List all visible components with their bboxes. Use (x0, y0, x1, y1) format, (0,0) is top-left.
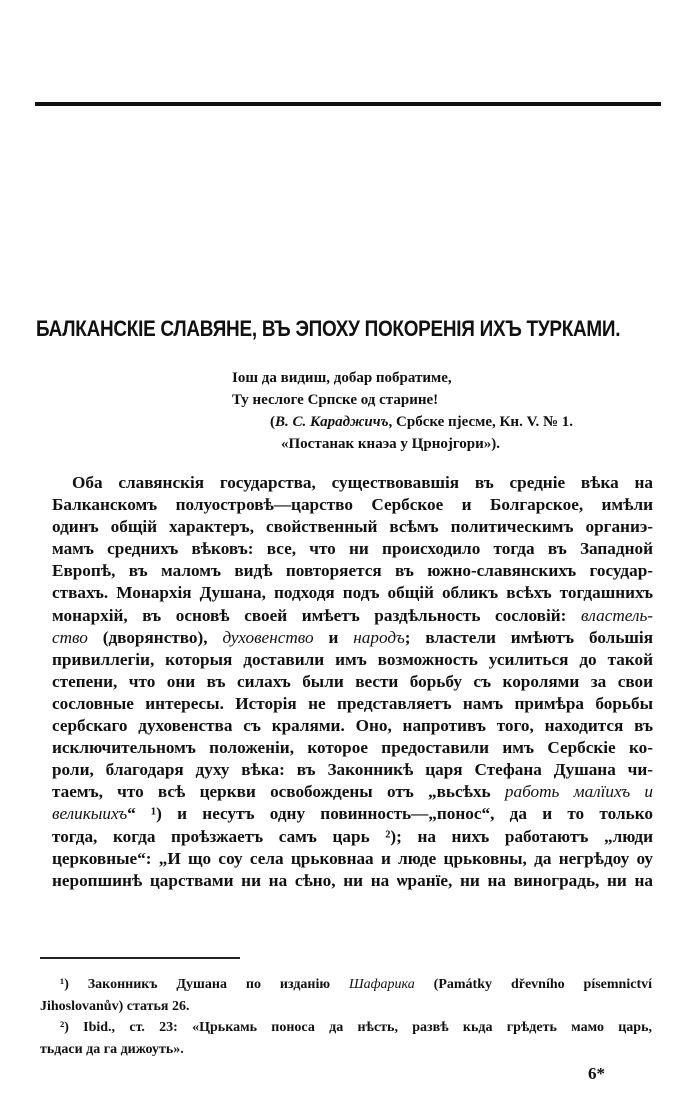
italic-text: Шафарика (349, 977, 415, 992)
footnote-1-cont: Jihoslovanův) статья 26. (40, 998, 190, 1014)
body-line: мамъ среднихъ вѣковъ: все, что ни происходило тогда въ Западной (52, 539, 653, 559)
italic-text: ство (52, 627, 88, 647)
footnote-1 (40, 974, 652, 996)
text: таемъ, что всѣ церкви освобождены отъ „вьсѣхь (52, 782, 505, 802)
body-line: сословные интересы. Исторія не представляетъ намъ примѣра борьбы (52, 693, 653, 713)
body-line (52, 605, 653, 627)
footnote-2: ²) Ibid., ст. 23: «Црькамь поноса да нѣсть, развѣ кьда грѣдеть мамо царь, (60, 1020, 652, 1035)
epigraph-source-line-2: «Постанак кнаэа у Црнојгори»). (281, 436, 500, 452)
body-line: Оба славянскія государства, существовавшія въ средніе вѣка на (72, 473, 653, 492)
body-line: степени, что они въ силахъ были вести борьбу съ королями за свои (52, 671, 653, 691)
body-line (52, 803, 653, 825)
body-line: Европѣ, въ маломъ видѣ повторяется въ южно-славянскихъ государ- (52, 561, 653, 581)
page-number: 6* (588, 1064, 605, 1083)
body-line (52, 781, 653, 803)
body-line: неропшинѣ царствами ни на сѣно, ни на ѡранїе, ни на виноградь, ни на (52, 870, 653, 890)
italic-text: властель- (580, 605, 653, 625)
text: (дворянство), (87, 627, 223, 647)
epigraph-source (270, 414, 573, 431)
text: ¹) Законникъ Душана по изданію (60, 977, 349, 992)
source-rest: , Србске пјесме, Кн. V. № 1. (388, 414, 574, 430)
text: ; властели имѣютъ большія (404, 627, 653, 647)
body-line: церковные“: „И що соу села црьковнаа и люде црьковны, да негрѣдоу оу (52, 848, 653, 868)
body-line: ствахъ. Монархія Душана, подходя подъ общій обликъ всѣхъ тогдашнихъ (52, 583, 653, 603)
italic-text: работь малїихъ и (504, 782, 653, 802)
body-line: одинъ общій характеръ, свойственный всѣмъ политическимъ органиэ- (52, 517, 653, 537)
body-line: исключительномъ положеніи, которое предоставили имъ Сербскіе ко- (52, 738, 653, 758)
footnotes (40, 974, 652, 1060)
epigraph-line-1: Іош да видиш, добар побратиме, (232, 370, 452, 386)
text: (Památky dřevního písemnictví (414, 977, 652, 992)
body-line: Балканскомъ полуостровѣ—царство Сербское и Болгарское, имѣли (52, 495, 653, 515)
body-line: привиллегіи, которыя доставили имъ возможность усилиться до такой (52, 649, 653, 669)
footnote-2-cont: тьдаси да га дижоуть». (40, 1041, 184, 1057)
italic-text: духовенство (222, 627, 314, 647)
text: монархій, въ основѣ своей имѣетъ раздѣльность сословій: (52, 605, 581, 625)
source-author: В. С. Караджичъ (275, 414, 389, 430)
body-text (52, 472, 653, 892)
page-title: БАЛКАНСКІЕ СЛАВЯНЕ, ВЪ ЭПОХУ ПОКОРЕНІЯ ИХЪ ТУРКАМИ. (36, 316, 621, 341)
text: и (313, 627, 354, 647)
body-line: тогда, когда проѣзжаетъ самъ царь ²); на нихъ работаютъ „люди (52, 826, 653, 846)
footnote-rule (40, 957, 240, 959)
italic-text: народъ (353, 627, 405, 647)
body-line: роли, благодаря духу вѣка: въ Законникѣ царя Стефана Душана чи- (52, 760, 653, 780)
paren: ( (270, 414, 275, 430)
text: “ ¹) и несутъ одну повинность—„понос“, да и то только (127, 804, 653, 824)
italic-text: великыихъ (52, 804, 128, 824)
epigraph-line-2: Ту неслоге Српске од старине! (232, 392, 439, 408)
top-rule (35, 102, 661, 106)
body-line: сербскаго духовенства съ кралями. Оно, напротивъ того, находится въ (52, 716, 653, 736)
body-line (52, 627, 653, 649)
